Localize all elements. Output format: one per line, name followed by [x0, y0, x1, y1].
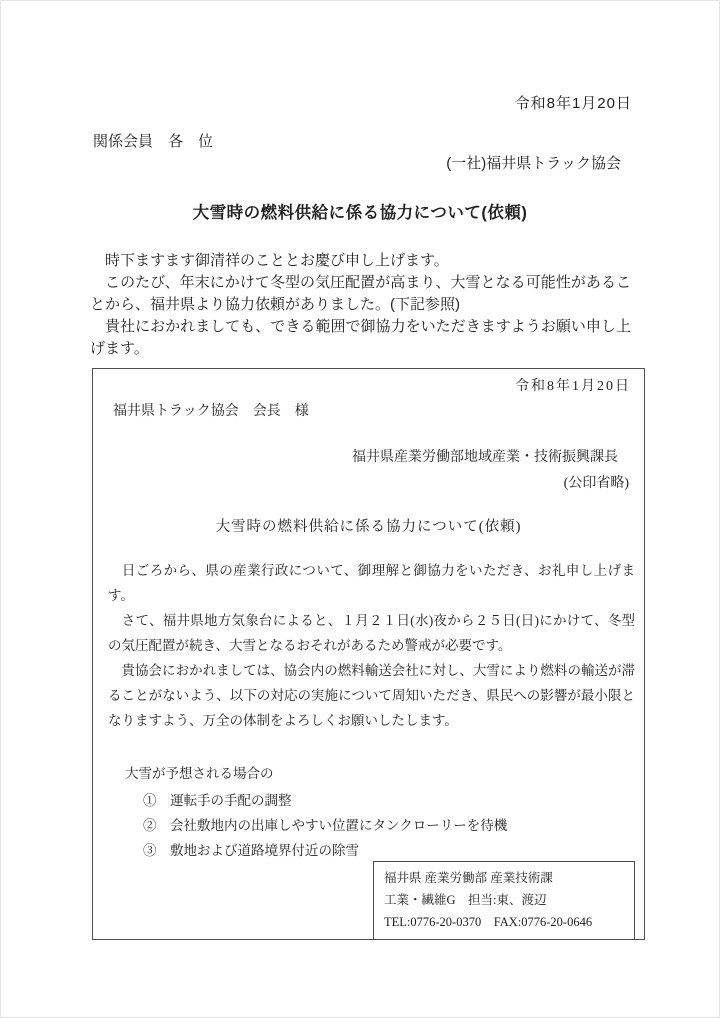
letter-sender-seal-note: (公印省略) — [563, 476, 629, 491]
header-paragraph: このたび、年末にかけて冬型の気圧配置が高まり、大雪となる可能性があることから、福井県より協力依頼がありました。(下記参照) — [90, 274, 631, 313]
list-item: ③ 敷地および道路境界付近の除雪 — [143, 843, 359, 858]
letter-paragraph: さて、福井県地方気象台によると、１月２１日(水)夜から２５日(日)にかけて、冬型の気圧配置が続き、大雪となるおそれがあるため警戒が必要です。 — [108, 613, 635, 653]
list-heading: 大雪が予想される場合の — [125, 766, 274, 781]
attached-letter-box — [92, 368, 645, 940]
contact-phone: TEL:0776-20-0370 FAX:0776-20-0646 — [384, 915, 593, 929]
letter-body — [108, 558, 635, 733]
header-paragraph: 貴社におかれましても、できる範囲で御協力をいただきますようお願い申し上げます。 — [90, 318, 631, 357]
letter-title: 大雪時の燃料供給に係る協力について(依頼) — [215, 519, 522, 535]
header-date: 令和8年1月20日 — [514, 95, 632, 112]
letter-date: 令和8年1月20日 — [515, 379, 631, 394]
list-item: ② 会社敷地内の出庫しやすい位置にタンクローリーを待機 — [143, 818, 508, 833]
letter-sender-title: 福井県産業労働部地域産業・技術振興課長 — [352, 450, 618, 465]
contact-department: 福井県 産業労働部 産業技術課 — [384, 871, 553, 885]
document-title: 大雪時の燃料供給に係る協力について(依頼) — [192, 204, 528, 222]
letter-addressee: 福井県トラック協会 会長 様 — [113, 404, 309, 419]
contact-group: 工業・繊維G 担当:東、渡辺 — [384, 893, 547, 907]
header-sender-org: (一社)福井県トラック協会 — [446, 155, 621, 172]
letter-paragraph: 日ごろから、県の産業行政について、御理解と御協力をいただき、お礼申し上げます。 — [108, 563, 635, 603]
header-addressee: 関係会員 各 位 — [93, 133, 214, 150]
letter-paragraph: 貴協会におかれましては、協会内の燃料輸送会社に対し、大雪により燃料の輸送が滞ることがないよう、以下の対応の実施について周知いただき、県民への影響が最小限となりますよう、万全の体制をよろしくお願いしたします。 — [108, 663, 635, 728]
header-body — [90, 250, 631, 360]
letter-measure-list — [125, 761, 507, 863]
list-item: ① 運転手の手配の調整 — [143, 793, 292, 808]
header-paragraph: 時下ますます御清祥のこととお慶び申し上げます。 — [90, 252, 449, 269]
contact-box — [373, 861, 635, 940]
